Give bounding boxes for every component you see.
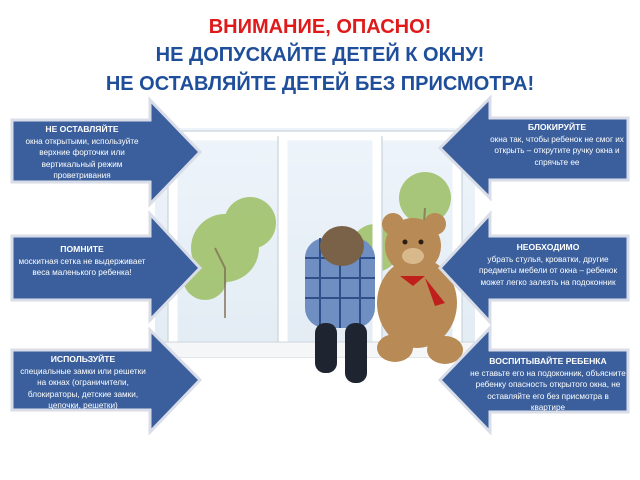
tip-left-2 [16,244,148,279]
tip-right-1 [490,122,624,168]
tip-body: окна открытыми, используйте верхние форточки или вертикальный режим проветривания [25,136,139,180]
subheading-supervise: НЕ ОСТАВЛЯЙТЕ ДЕТЕЙ БЕЗ ПРИСМОТРА! [105,73,535,95]
tip-left-3 [16,354,150,412]
warning-heading: ВНИМАНИЕ, ОПАСНО! [208,16,432,38]
tip-title: НЕОБХОДИМО [516,242,580,252]
tip-right-3 [470,356,626,414]
tip-right-2 [470,242,626,288]
tip-title: БЛОКИРУЙТЕ [527,122,587,132]
tip-body: окна так, чтобы ребенок не смог их открыть – открутите ручку окна и спрячьте ее [490,134,624,167]
tip-body: москитная сетка не выдерживает веса маленького ребенка! [18,256,146,277]
tip-title: ВОСПИТЫВАЙТЕ РЕБЕНКА [489,356,607,366]
tip-title: ИСПОЛЬЗУЙТЕ [50,354,116,364]
subheading-keep-away: НЕ ДОПУСКАЙТЕ ДЕТЕЙ К ОКНУ! [155,44,485,66]
tip-body: не ставьте его на подоконник, объясните ребенку опасность открытого окна, не оставляйте его без присмотра в квартире [470,368,626,412]
tip-body: специальные замки или решетки на окнах (ограничители, блокираторы, детские замки, цепочки, решетки) [20,366,146,410]
tip-body: убрать стулья, кроватки, другие предметы мебели от окна – ребенок может легко залезть на подоконник [478,254,618,287]
tip-title: ПОМНИТЕ [60,244,104,254]
tip-left-1 [16,124,148,182]
tip-title: НЕ ОСТАВЛЯЙТЕ [45,124,119,134]
